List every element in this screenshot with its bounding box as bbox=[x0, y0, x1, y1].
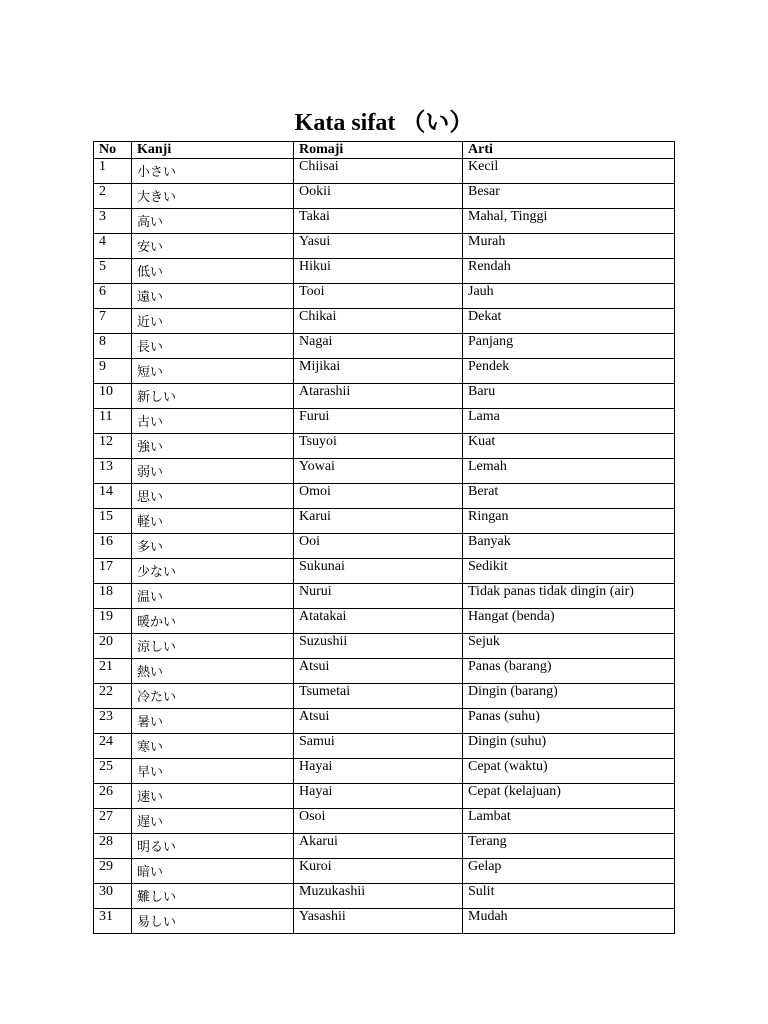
cell-arti: Berat bbox=[463, 484, 675, 509]
cell-arti: Sulit bbox=[463, 884, 675, 909]
table-row bbox=[94, 684, 675, 709]
cell-arti: Panjang bbox=[463, 334, 675, 359]
cell-romaji: Yasui bbox=[294, 234, 463, 259]
cell-romaji: Atsui bbox=[294, 709, 463, 734]
cell-no: 20 bbox=[94, 634, 132, 659]
cell-no: 15 bbox=[94, 509, 132, 534]
table-row bbox=[94, 834, 675, 859]
table-row bbox=[94, 209, 675, 234]
cell-no: 30 bbox=[94, 884, 132, 909]
table-row bbox=[94, 784, 675, 809]
cell-romaji: Suzushii bbox=[294, 634, 463, 659]
table-row bbox=[94, 759, 675, 784]
cell-kanji: 寒い bbox=[132, 734, 294, 759]
cell-romaji: Furui bbox=[294, 409, 463, 434]
table-row bbox=[94, 709, 675, 734]
cell-no: 11 bbox=[94, 409, 132, 434]
cell-romaji: Tsuyoi bbox=[294, 434, 463, 459]
cell-romaji: Chikai bbox=[294, 309, 463, 334]
cell-no: 24 bbox=[94, 734, 132, 759]
cell-arti: Panas (barang) bbox=[463, 659, 675, 684]
cell-romaji: Karui bbox=[294, 509, 463, 534]
cell-no: 7 bbox=[94, 309, 132, 334]
cell-no: 16 bbox=[94, 534, 132, 559]
cell-romaji: Hikui bbox=[294, 259, 463, 284]
cell-kanji: 思い bbox=[132, 484, 294, 509]
cell-arti: Hangat (benda) bbox=[463, 609, 675, 634]
cell-arti: Lemah bbox=[463, 459, 675, 484]
cell-kanji: 少ない bbox=[132, 559, 294, 584]
cell-arti: Mahal, Tinggi bbox=[463, 209, 675, 234]
cell-arti: Rendah bbox=[463, 259, 675, 284]
table-row bbox=[94, 609, 675, 634]
cell-arti: Cepat (kelajuan) bbox=[463, 784, 675, 809]
cell-kanji: 早い bbox=[132, 759, 294, 784]
cell-kanji: 難しい bbox=[132, 884, 294, 909]
cell-no: 10 bbox=[94, 384, 132, 409]
table-row bbox=[94, 584, 675, 609]
cell-arti: Sejuk bbox=[463, 634, 675, 659]
cell-no: 21 bbox=[94, 659, 132, 684]
cell-romaji: Akarui bbox=[294, 834, 463, 859]
cell-kanji: 遠い bbox=[132, 284, 294, 309]
cell-kanji: 低い bbox=[132, 259, 294, 284]
cell-romaji: Hayai bbox=[294, 759, 463, 784]
cell-arti: Mudah bbox=[463, 909, 675, 934]
cell-no: 6 bbox=[94, 284, 132, 309]
cell-romaji: Yasashii bbox=[294, 909, 463, 934]
cell-no: 27 bbox=[94, 809, 132, 834]
cell-romaji: Kuroi bbox=[294, 859, 463, 884]
cell-arti: Ringan bbox=[463, 509, 675, 534]
cell-kanji: 暖かい bbox=[132, 609, 294, 634]
cell-kanji: 易しい bbox=[132, 909, 294, 934]
table-row bbox=[94, 909, 675, 934]
cell-no: 28 bbox=[94, 834, 132, 859]
cell-arti: Pendek bbox=[463, 359, 675, 384]
table-row bbox=[94, 184, 675, 209]
cell-kanji: 遅い bbox=[132, 809, 294, 834]
cell-arti: Sedikit bbox=[463, 559, 675, 584]
table-header-row bbox=[94, 142, 675, 159]
cell-kanji: 長い bbox=[132, 334, 294, 359]
table-row bbox=[94, 409, 675, 434]
cell-arti: Dingin (suhu) bbox=[463, 734, 675, 759]
cell-no: 23 bbox=[94, 709, 132, 734]
cell-no: 29 bbox=[94, 859, 132, 884]
cell-kanji: 短い bbox=[132, 359, 294, 384]
cell-no: 13 bbox=[94, 459, 132, 484]
cell-arti: Banyak bbox=[463, 534, 675, 559]
table-row bbox=[94, 259, 675, 284]
table-row bbox=[94, 734, 675, 759]
cell-no: 2 bbox=[94, 184, 132, 209]
cell-arti: Murah bbox=[463, 234, 675, 259]
table-row bbox=[94, 509, 675, 534]
table-row bbox=[94, 534, 675, 559]
cell-arti: Besar bbox=[463, 184, 675, 209]
cell-romaji: Atatakai bbox=[294, 609, 463, 634]
cell-kanji: 暗い bbox=[132, 859, 294, 884]
cell-arti: Panas (suhu) bbox=[463, 709, 675, 734]
table-row bbox=[94, 284, 675, 309]
cell-arti: Jauh bbox=[463, 284, 675, 309]
cell-romaji: Hayai bbox=[294, 784, 463, 809]
adjective-table bbox=[93, 141, 675, 934]
cell-no: 26 bbox=[94, 784, 132, 809]
table-row bbox=[94, 359, 675, 384]
table-row bbox=[94, 809, 675, 834]
cell-no: 14 bbox=[94, 484, 132, 509]
cell-kanji: 暑い bbox=[132, 709, 294, 734]
header-no: No bbox=[94, 142, 132, 159]
cell-kanji: 多い bbox=[132, 534, 294, 559]
cell-kanji: 軽い bbox=[132, 509, 294, 534]
table-row bbox=[94, 159, 675, 184]
cell-kanji: 熱い bbox=[132, 659, 294, 684]
cell-romaji: Takai bbox=[294, 209, 463, 234]
cell-romaji: Osoi bbox=[294, 809, 463, 834]
page-title: Kata sifat （い） bbox=[294, 110, 474, 137]
cell-kanji: 冷たい bbox=[132, 684, 294, 709]
cell-romaji: Ooi bbox=[294, 534, 463, 559]
header-arti: Arti bbox=[463, 142, 675, 159]
cell-arti: Kuat bbox=[463, 434, 675, 459]
cell-no: 5 bbox=[94, 259, 132, 284]
cell-arti: Kecil bbox=[463, 159, 675, 184]
cell-romaji: Omoi bbox=[294, 484, 463, 509]
cell-romaji: Tsumetai bbox=[294, 684, 463, 709]
cell-romaji: Nurui bbox=[294, 584, 463, 609]
cell-romaji: Ookii bbox=[294, 184, 463, 209]
table-row bbox=[94, 309, 675, 334]
cell-romaji: Muzukashii bbox=[294, 884, 463, 909]
cell-no: 12 bbox=[94, 434, 132, 459]
cell-romaji: Atsui bbox=[294, 659, 463, 684]
table-row bbox=[94, 384, 675, 409]
cell-kanji: 涼しい bbox=[132, 634, 294, 659]
cell-kanji: 小さい bbox=[132, 159, 294, 184]
cell-no: 31 bbox=[94, 909, 132, 934]
table-row bbox=[94, 234, 675, 259]
cell-kanji: 温い bbox=[132, 584, 294, 609]
cell-arti: Gelap bbox=[463, 859, 675, 884]
table-row bbox=[94, 334, 675, 359]
table-row bbox=[94, 484, 675, 509]
cell-kanji: 高い bbox=[132, 209, 294, 234]
cell-kanji: 近い bbox=[132, 309, 294, 334]
header-kanji: Kanji bbox=[132, 142, 294, 159]
cell-no: 1 bbox=[94, 159, 132, 184]
table-row bbox=[94, 884, 675, 909]
cell-arti: Cepat (waktu) bbox=[463, 759, 675, 784]
cell-kanji: 大きい bbox=[132, 184, 294, 209]
cell-romaji: Nagai bbox=[294, 334, 463, 359]
table-row bbox=[94, 859, 675, 884]
cell-arti: Dekat bbox=[463, 309, 675, 334]
cell-kanji: 新しい bbox=[132, 384, 294, 409]
cell-kanji: 安い bbox=[132, 234, 294, 259]
cell-no: 25 bbox=[94, 759, 132, 784]
cell-no: 18 bbox=[94, 584, 132, 609]
cell-arti: Dingin (barang) bbox=[463, 684, 675, 709]
cell-romaji: Atarashii bbox=[294, 384, 463, 409]
cell-romaji: Chiisai bbox=[294, 159, 463, 184]
cell-no: 3 bbox=[94, 209, 132, 234]
cell-arti: Tidak panas tidak dingin (air) bbox=[463, 584, 675, 609]
table-row bbox=[94, 559, 675, 584]
table-row bbox=[94, 459, 675, 484]
cell-romaji: Tooi bbox=[294, 284, 463, 309]
cell-romaji: Yowai bbox=[294, 459, 463, 484]
cell-romaji: Sukunai bbox=[294, 559, 463, 584]
header-romaji: Romaji bbox=[294, 142, 463, 159]
cell-kanji: 強い bbox=[132, 434, 294, 459]
cell-no: 17 bbox=[94, 559, 132, 584]
cell-no: 8 bbox=[94, 334, 132, 359]
cell-arti: Terang bbox=[463, 834, 675, 859]
cell-no: 9 bbox=[94, 359, 132, 384]
cell-arti: Lambat bbox=[463, 809, 675, 834]
cell-kanji: 弱い bbox=[132, 459, 294, 484]
cell-arti: Lama bbox=[463, 409, 675, 434]
cell-no: 4 bbox=[94, 234, 132, 259]
cell-kanji: 速い bbox=[132, 784, 294, 809]
table-body bbox=[94, 159, 675, 934]
cell-no: 19 bbox=[94, 609, 132, 634]
cell-romaji: Samui bbox=[294, 734, 463, 759]
table-row bbox=[94, 434, 675, 459]
table-row bbox=[94, 634, 675, 659]
table-row bbox=[94, 659, 675, 684]
cell-no: 22 bbox=[94, 684, 132, 709]
cell-arti: Baru bbox=[463, 384, 675, 409]
cell-kanji: 明るい bbox=[132, 834, 294, 859]
cell-kanji: 古い bbox=[132, 409, 294, 434]
cell-romaji: Mijikai bbox=[294, 359, 463, 384]
